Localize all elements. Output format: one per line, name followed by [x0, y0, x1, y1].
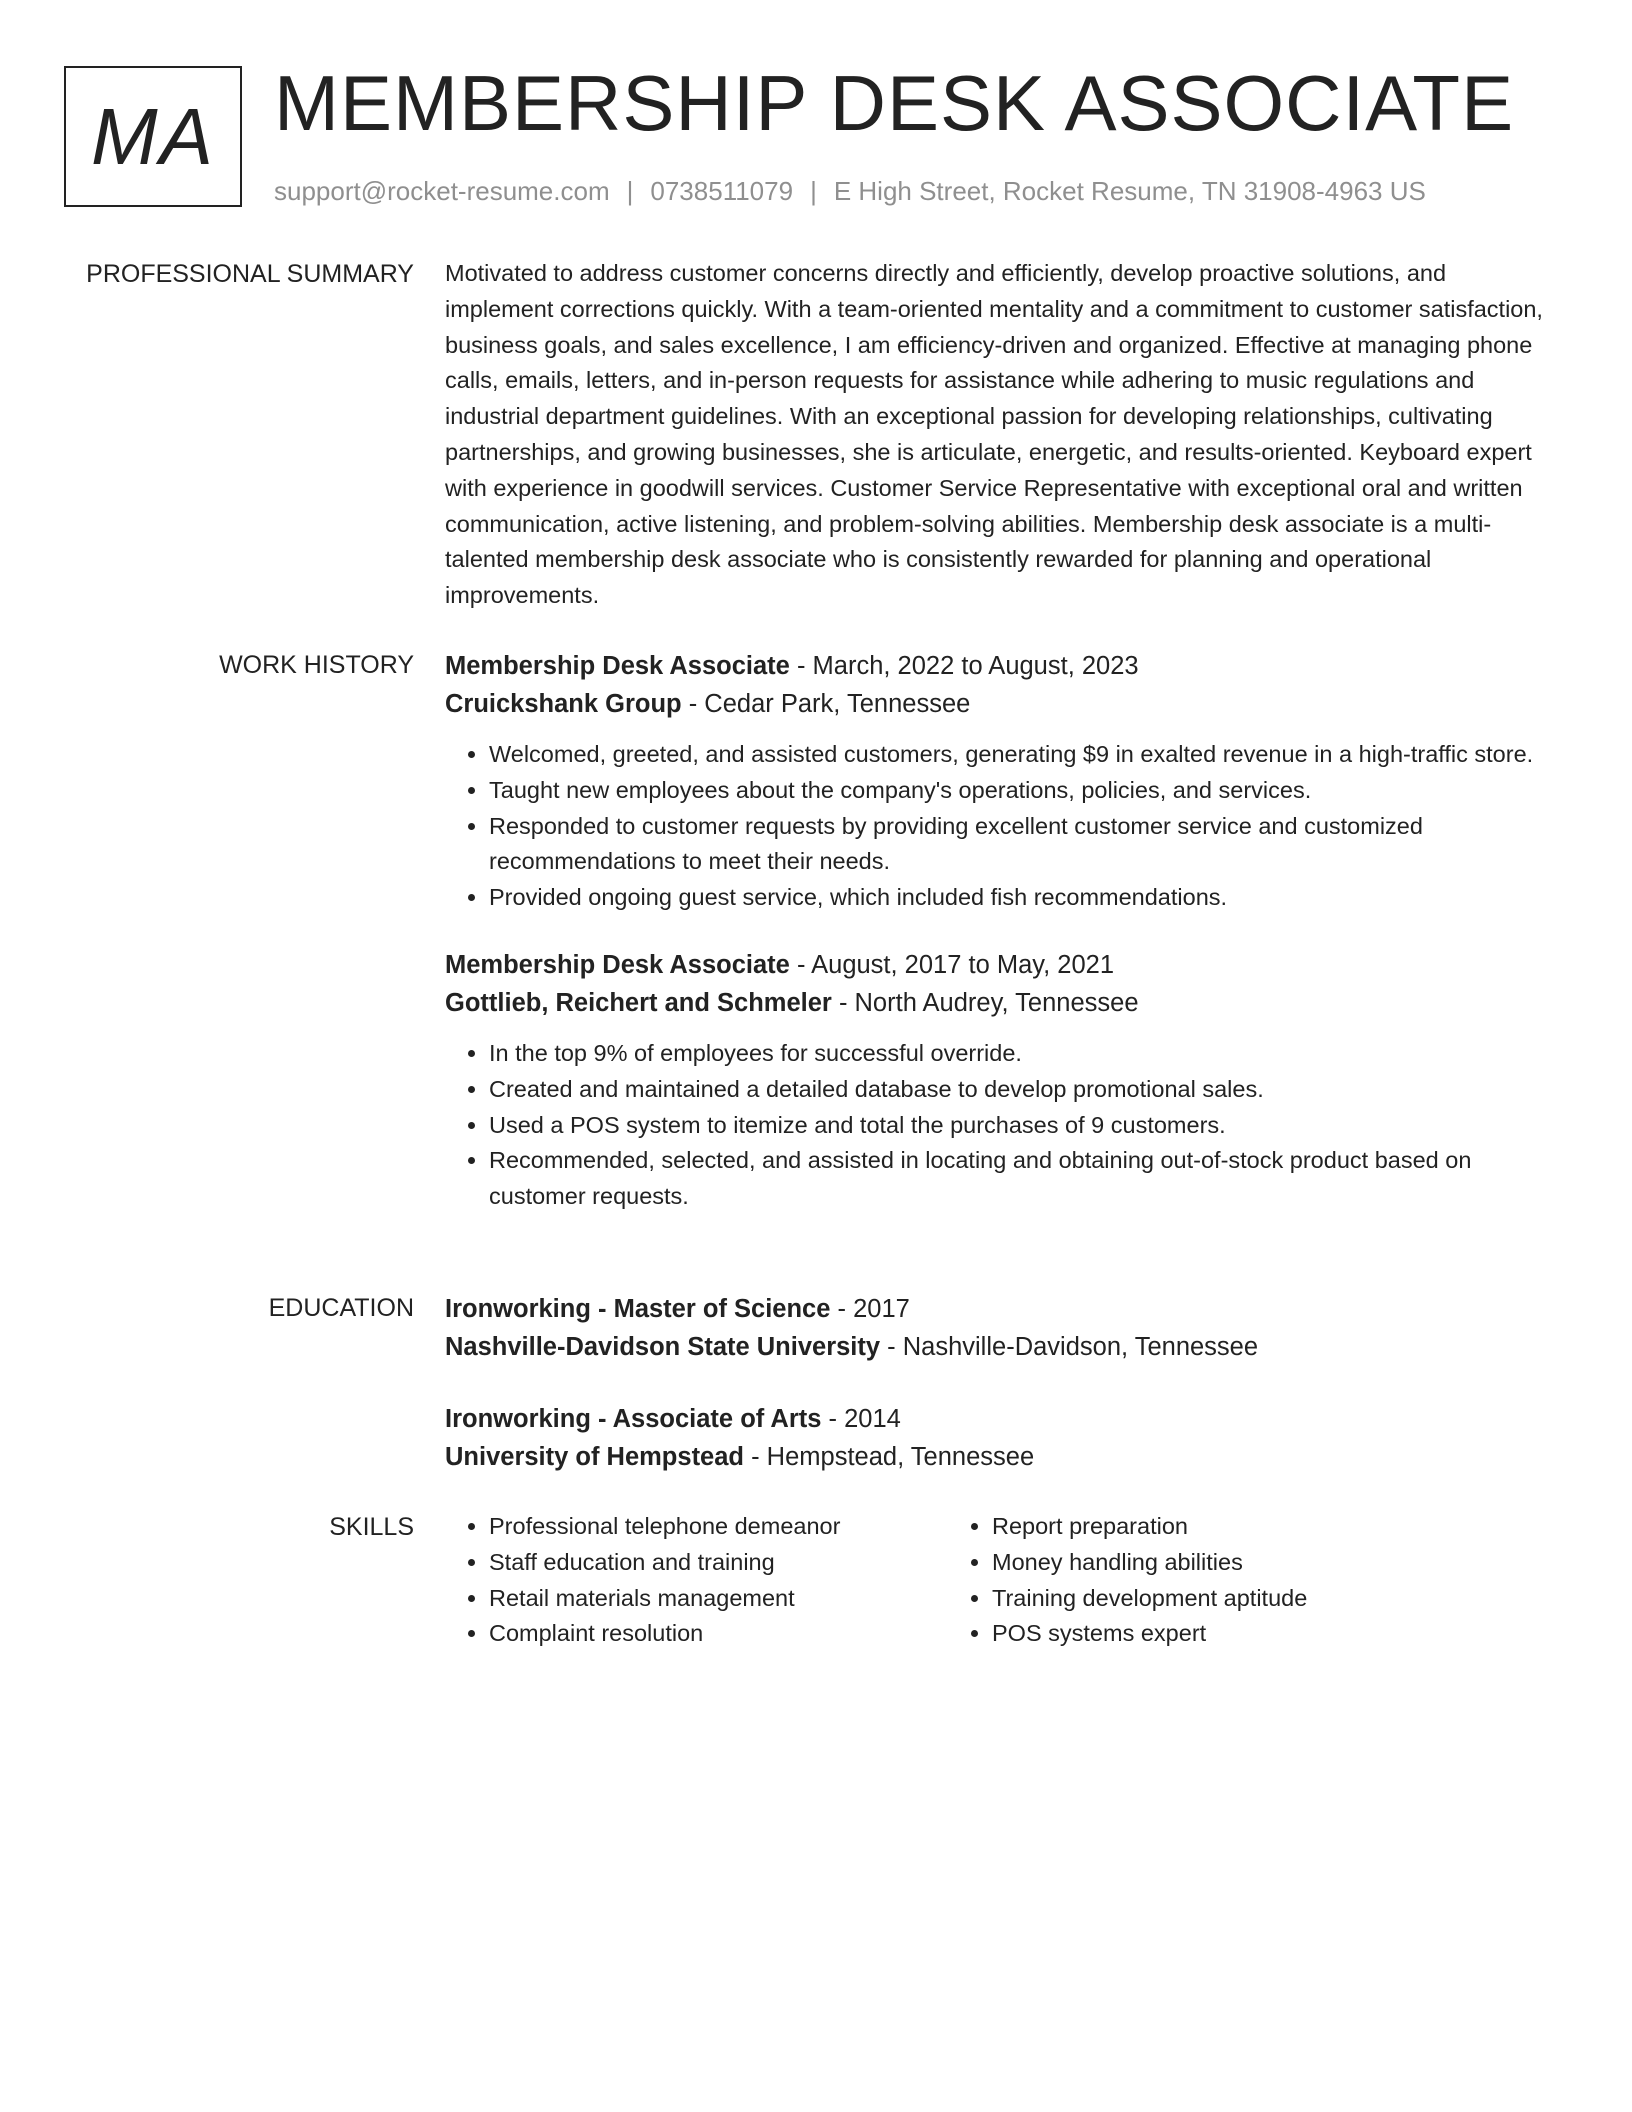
skills-column-left	[445, 1509, 948, 1652]
job-dates: - August, 2017 to May, 2021	[789, 950, 1115, 979]
education-year: - 2014	[821, 1405, 901, 1433]
job-dates: - March, 2022 to August, 2023	[789, 652, 1139, 680]
summary-text: Motivated to address customer concerns directly and efficiently, develop proactive solutions, and implement corrections quickly. With a team-oriented mentality and a commitment to customer satisfaction, business goals, and sales excellence, I am efficiency-driven and organized. Effective at managing phone calls, emails, letters, and in-person requests for assistance while adhering to music regulations and industrial department guidelines. With an exceptional passion for developing relationships, cultivating partnerships, and growing businesses, she is articulate, energetic, and results-oriented. Keyboard expert with experience in goodwill services. Customer Service Representative with exceptional oral and written communication, active listening, and problem-solving abilities. Membership desk associate is a multi-talented membership desk associate who is consistently rewarded for planning and operational improvements.	[445, 260, 1543, 609]
summary-body	[445, 256, 1550, 614]
section-label-education: EDUCATION	[268, 1294, 414, 1322]
contact-address: E High Street, Rocket Resume, TN 31908-4963 US	[833, 176, 1426, 206]
job-location: - Cedar Park, Tennessee	[681, 690, 971, 718]
education-location: - Hempstead, Tennessee	[744, 1443, 1035, 1471]
job-title-line	[445, 647, 1550, 685]
job-title: Membership Desk Associate	[445, 652, 790, 680]
job-company-line	[445, 984, 1550, 1022]
job-company: Gottlieb, Reichert and Schmeler	[445, 988, 832, 1017]
job-location: - North Audrey, Tennessee	[831, 988, 1139, 1017]
skill-item: • Staff education and training	[489, 1545, 948, 1581]
education-body	[445, 1290, 1550, 1510]
section-label-skills: SKILLS	[329, 1513, 414, 1541]
job-bullet: • Used a POS system to itemize and total the purchases of 9 customers.	[489, 1108, 1550, 1144]
contact-email[interactable]: support@rocket-resume.com	[274, 176, 610, 206]
monogram-initials: MA	[91, 91, 215, 181]
contact-separator: |	[810, 176, 817, 206]
education-school: University of Hempstead	[445, 1443, 745, 1471]
contact-phone[interactable]: 0738511079	[650, 176, 794, 206]
monogram-box	[64, 66, 242, 207]
job-entry	[445, 647, 1550, 916]
job-bullets	[445, 737, 1550, 916]
job-title-line	[445, 946, 1550, 984]
skills-grid	[445, 1509, 1550, 1652]
job-title: Membership Desk Associate	[445, 950, 790, 979]
skill-item: • Money handling abilities	[992, 1545, 1451, 1581]
education-school-line	[445, 1328, 1550, 1366]
job-entry	[445, 946, 1550, 1215]
education-degree: Ironworking - Associate of Arts	[445, 1405, 822, 1433]
contact-line	[274, 173, 1426, 209]
job-company: Cruickshank Group	[445, 690, 682, 718]
education-location: - Nashville-Davidson, Tennessee	[880, 1333, 1259, 1361]
skill-item: • Professional telephone demeanor	[489, 1509, 948, 1545]
skill-item: • Retail materials management	[489, 1581, 948, 1617]
education-degree: Ironworking - Master of Science	[445, 1295, 831, 1323]
job-bullet: • Taught new employees about the company's operations, policies, and services.	[489, 773, 1550, 809]
job-bullet: • In the top 9% of employees for successful override.	[489, 1036, 1550, 1072]
skill-item: • Training development aptitude	[992, 1581, 1451, 1617]
education-degree-line	[445, 1290, 1550, 1328]
education-entry	[445, 1400, 1550, 1476]
job-bullet: • Provided ongoing guest service, which included fish recommendations.	[489, 880, 1550, 916]
candidate-title: MEMBERSHIP DESK ASSOCIATE	[274, 59, 1515, 147]
skill-item: • POS systems expert	[992, 1616, 1451, 1652]
contact-separator: |	[626, 176, 634, 206]
education-entry	[445, 1290, 1550, 1366]
job-bullet: • Welcomed, greeted, and assisted customers, generating $9 in exalted revenue in a high-traffic store.	[489, 737, 1550, 773]
work-history-body	[445, 647, 1550, 1245]
skills-body	[445, 1509, 1550, 1652]
education-year: - 2017	[830, 1295, 910, 1323]
skill-item: • Report preparation	[992, 1509, 1451, 1545]
education-school-line	[445, 1438, 1550, 1476]
section-label-work-history: WORK HISTORY	[219, 651, 414, 679]
job-bullets	[445, 1036, 1550, 1215]
section-label-summary: PROFESSIONAL SUMMARY	[86, 260, 414, 288]
skills-column-right	[948, 1509, 1451, 1652]
job-bullet: • Responded to customer requests by providing excellent customer service and customized recommendations to meet their needs.	[489, 809, 1550, 881]
job-bullet: • Recommended, selected, and assisted in locating and obtaining out-of-stock product based on customer requests.	[489, 1143, 1550, 1215]
education-school: Nashville-Davidson State University	[445, 1333, 881, 1361]
job-bullet: • Created and maintained a detailed database to develop promotional sales.	[489, 1072, 1550, 1108]
job-company-line	[445, 685, 1550, 723]
education-degree-line	[445, 1400, 1550, 1438]
skill-item: • Complaint resolution	[489, 1616, 948, 1652]
